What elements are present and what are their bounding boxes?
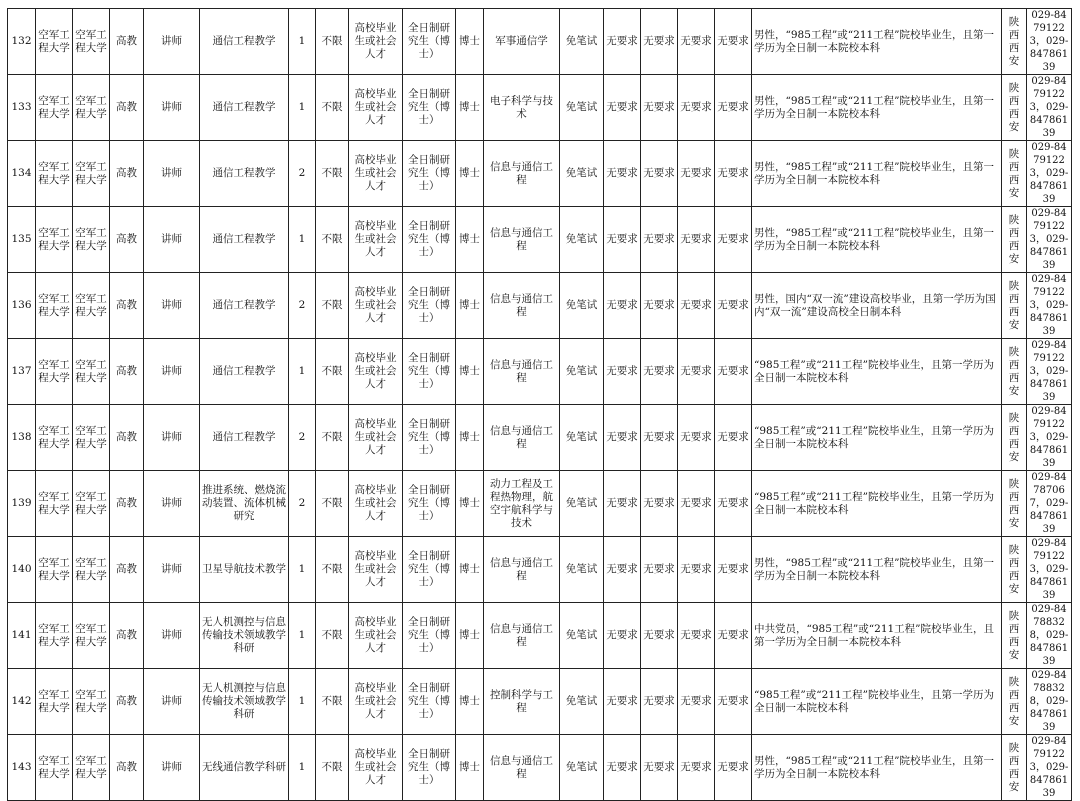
department-cell: 空军工程大学	[73, 471, 110, 537]
row-number-cell: 141	[8, 603, 36, 669]
job-title-cell: 讲师	[144, 339, 200, 405]
source-cell: 高校毕业生或社会人才	[349, 141, 403, 207]
department-cell: 空军工程大学	[73, 669, 110, 735]
degree-cell: 博士	[456, 537, 484, 603]
other-requirements-cell: “985工程”或“211工程”院校毕业生，且第一学历为全日制一本院校本科	[752, 405, 1002, 471]
source-cell: 高校毕业生或社会人才	[349, 537, 403, 603]
unit-cell: 空军工程大学	[36, 9, 73, 75]
unit-cell: 空军工程大学	[36, 603, 73, 669]
requirement-3-cell: 无要求	[678, 273, 715, 339]
exam-cell: 免笔试	[560, 75, 604, 141]
other-requirements-cell: “985工程”或“211工程”院校毕业生，且第一学历为全日制一本院校本科	[752, 471, 1002, 537]
gender-cell: 不限	[316, 669, 349, 735]
location-cell: 陕西西安	[1002, 75, 1027, 141]
education-cell: 全日制研究生（博士）	[403, 339, 456, 405]
headcount-cell: 1	[289, 603, 316, 669]
department-cell: 空军工程大学	[73, 141, 110, 207]
education-cell: 全日制研究生（博士）	[403, 603, 456, 669]
source-cell: 高校毕业生或社会人才	[349, 471, 403, 537]
unit-cell: 空军工程大学	[36, 141, 73, 207]
location-cell: 陕西西安	[1002, 735, 1027, 801]
table-row	[8, 273, 1072, 339]
headcount-cell: 2	[289, 273, 316, 339]
table-row	[8, 603, 1072, 669]
job-title-cell: 讲师	[144, 735, 200, 801]
education-cell: 全日制研究生（博士）	[403, 207, 456, 273]
sector-cell: 高教	[110, 669, 144, 735]
requirement-3-cell: 无要求	[678, 669, 715, 735]
gender-cell: 不限	[316, 471, 349, 537]
row-number-cell: 134	[8, 141, 36, 207]
gender-cell: 不限	[316, 405, 349, 471]
row-number-cell: 139	[8, 471, 36, 537]
position-cell: 通信工程教学	[200, 9, 289, 75]
sector-cell: 高教	[110, 471, 144, 537]
requirement-4-cell: 无要求	[715, 75, 752, 141]
degree-cell: 博士	[456, 735, 484, 801]
position-cell: 卫星导航技术教学	[200, 537, 289, 603]
requirement-4-cell: 无要求	[715, 339, 752, 405]
job-title-cell: 讲师	[144, 537, 200, 603]
position-cell: 无人机测控与信息传输技术领域教学科研	[200, 603, 289, 669]
gender-cell: 不限	[316, 75, 349, 141]
requirement-4-cell: 无要求	[715, 471, 752, 537]
requirement-2-cell: 无要求	[641, 735, 678, 801]
sector-cell: 高教	[110, 537, 144, 603]
gender-cell: 不限	[316, 141, 349, 207]
requirement-4-cell: 无要求	[715, 9, 752, 75]
department-cell: 空军工程大学	[73, 9, 110, 75]
phone-cell: 029-84787067，029-84786139	[1027, 471, 1072, 537]
location-cell: 陕西西安	[1002, 141, 1027, 207]
location-cell: 陕西西安	[1002, 537, 1027, 603]
requirement-2-cell: 无要求	[641, 603, 678, 669]
sector-cell: 高教	[110, 405, 144, 471]
sector-cell: 高教	[110, 273, 144, 339]
requirement-3-cell: 无要求	[678, 405, 715, 471]
phone-cell: 029-84791223，029-84786139	[1027, 735, 1072, 801]
sector-cell: 高教	[110, 141, 144, 207]
degree-cell: 博士	[456, 273, 484, 339]
job-title-cell: 讲师	[144, 207, 200, 273]
row-number-cell: 143	[8, 735, 36, 801]
requirement-3-cell: 无要求	[678, 603, 715, 669]
phone-cell: 029-84791223，029-84786139	[1027, 405, 1072, 471]
table-row	[8, 207, 1072, 273]
other-requirements-cell: 男性，“985工程”或“211工程”院校毕业生，且第一学历为全日制一本院校本科	[752, 537, 1002, 603]
sector-cell: 高教	[110, 339, 144, 405]
sector-cell: 高教	[110, 735, 144, 801]
department-cell: 空军工程大学	[73, 273, 110, 339]
source-cell: 高校毕业生或社会人才	[349, 735, 403, 801]
unit-cell: 空军工程大学	[36, 669, 73, 735]
other-requirements-cell: 男性，国内“双一流”建设高校毕业，且第一学历为国内“双一流”建设高校全日制本科	[752, 273, 1002, 339]
major-cell: 动力工程及工程热物理，航空宇航科学与技术	[484, 471, 560, 537]
job-title-cell: 讲师	[144, 273, 200, 339]
other-requirements-cell: 男性，“985工程”或“211工程”院校毕业生，且第一学历为全日制一本院校本科	[752, 207, 1002, 273]
row-number-cell: 135	[8, 207, 36, 273]
row-number-cell: 142	[8, 669, 36, 735]
requirement-3-cell: 无要求	[678, 339, 715, 405]
source-cell: 高校毕业生或社会人才	[349, 339, 403, 405]
location-cell: 陕西西安	[1002, 405, 1027, 471]
major-cell: 信息与通信工程	[484, 141, 560, 207]
job-title-cell: 讲师	[144, 405, 200, 471]
requirement-2-cell: 无要求	[641, 207, 678, 273]
position-cell: 推进系统、燃烧流动装置、流体机械研究	[200, 471, 289, 537]
sector-cell: 高教	[110, 75, 144, 141]
other-requirements-cell: 男性，“985工程”或“211工程”院校毕业生，且第一学历为全日制一本院校本科	[752, 735, 1002, 801]
position-cell: 通信工程教学	[200, 273, 289, 339]
requirement-2-cell: 无要求	[641, 405, 678, 471]
requirement-3-cell: 无要求	[678, 9, 715, 75]
table-row	[8, 735, 1072, 801]
gender-cell: 不限	[316, 735, 349, 801]
requirement-1-cell: 无要求	[604, 9, 641, 75]
location-cell: 陕西西安	[1002, 273, 1027, 339]
education-cell: 全日制研究生（博士）	[403, 273, 456, 339]
major-cell: 信息与通信工程	[484, 735, 560, 801]
degree-cell: 博士	[456, 669, 484, 735]
phone-cell: 029-84791223，029-84786139	[1027, 207, 1072, 273]
exam-cell: 免笔试	[560, 471, 604, 537]
location-cell: 陕西西安	[1002, 207, 1027, 273]
education-cell: 全日制研究生（博士）	[403, 669, 456, 735]
table-row	[8, 669, 1072, 735]
requirement-4-cell: 无要求	[715, 141, 752, 207]
row-number-cell: 133	[8, 75, 36, 141]
exam-cell: 免笔试	[560, 405, 604, 471]
requirement-3-cell: 无要求	[678, 141, 715, 207]
department-cell: 空军工程大学	[73, 537, 110, 603]
other-requirements-cell: “985工程”或“211工程”院校毕业生，且第一学历为全日制一本院校本科	[752, 669, 1002, 735]
requirement-4-cell: 无要求	[715, 273, 752, 339]
other-requirements-cell: 男性，“985工程”或“211工程”院校毕业生，且第一学历为全日制一本院校本科	[752, 9, 1002, 75]
degree-cell: 博士	[456, 141, 484, 207]
table-body	[8, 9, 1072, 801]
source-cell: 高校毕业生或社会人才	[349, 75, 403, 141]
position-cell: 通信工程教学	[200, 207, 289, 273]
requirement-1-cell: 无要求	[604, 207, 641, 273]
education-cell: 全日制研究生（博士）	[403, 141, 456, 207]
position-cell: 无人机测控与信息传输技术领域教学科研	[200, 669, 289, 735]
other-requirements-cell: “985工程”或“211工程”院校毕业生，且第一学历为全日制一本院校本科	[752, 339, 1002, 405]
gender-cell: 不限	[316, 537, 349, 603]
requirement-4-cell: 无要求	[715, 537, 752, 603]
requirement-1-cell: 无要求	[604, 75, 641, 141]
other-requirements-cell: 男性，“985工程”或“211工程”院校毕业生，且第一学历为全日制一本院校本科	[752, 75, 1002, 141]
headcount-cell: 1	[289, 669, 316, 735]
education-cell: 全日制研究生（博士）	[403, 9, 456, 75]
unit-cell: 空军工程大学	[36, 207, 73, 273]
source-cell: 高校毕业生或社会人才	[349, 405, 403, 471]
major-cell: 信息与通信工程	[484, 405, 560, 471]
requirement-2-cell: 无要求	[641, 669, 678, 735]
phone-cell: 029-84791223，029-84786139	[1027, 141, 1072, 207]
source-cell: 高校毕业生或社会人才	[349, 207, 403, 273]
table-wrapper	[7, 8, 1072, 801]
requirement-4-cell: 无要求	[715, 603, 752, 669]
degree-cell: 博士	[456, 207, 484, 273]
source-cell: 高校毕业生或社会人才	[349, 273, 403, 339]
degree-cell: 博士	[456, 405, 484, 471]
table-row	[8, 537, 1072, 603]
phone-cell: 029-84791223，029-84786139	[1027, 75, 1072, 141]
exam-cell: 免笔试	[560, 537, 604, 603]
table-row	[8, 75, 1072, 141]
location-cell: 陕西西安	[1002, 471, 1027, 537]
row-number-cell: 136	[8, 273, 36, 339]
requirement-2-cell: 无要求	[641, 273, 678, 339]
exam-cell: 免笔试	[560, 669, 604, 735]
location-cell: 陕西西安	[1002, 603, 1027, 669]
job-title-cell: 讲师	[144, 141, 200, 207]
requirement-2-cell: 无要求	[641, 471, 678, 537]
location-cell: 陕西西安	[1002, 9, 1027, 75]
requirement-4-cell: 无要求	[715, 405, 752, 471]
sector-cell: 高教	[110, 207, 144, 273]
headcount-cell: 1	[289, 339, 316, 405]
job-title-cell: 讲师	[144, 75, 200, 141]
row-number-cell: 137	[8, 339, 36, 405]
gender-cell: 不限	[316, 339, 349, 405]
exam-cell: 免笔试	[560, 207, 604, 273]
requirement-2-cell: 无要求	[641, 339, 678, 405]
requirement-1-cell: 无要求	[604, 141, 641, 207]
row-number-cell: 132	[8, 9, 36, 75]
location-cell: 陕西西安	[1002, 669, 1027, 735]
phone-cell: 029-84788328，029-84786139	[1027, 669, 1072, 735]
requirement-2-cell: 无要求	[641, 141, 678, 207]
table-row	[8, 471, 1072, 537]
unit-cell: 空军工程大学	[36, 471, 73, 537]
requirement-2-cell: 无要求	[641, 75, 678, 141]
headcount-cell: 2	[289, 141, 316, 207]
requirement-1-cell: 无要求	[604, 669, 641, 735]
exam-cell: 免笔试	[560, 141, 604, 207]
job-title-cell: 讲师	[144, 603, 200, 669]
gender-cell: 不限	[316, 9, 349, 75]
sector-cell: 高教	[110, 603, 144, 669]
requirement-1-cell: 无要求	[604, 273, 641, 339]
headcount-cell: 1	[289, 735, 316, 801]
headcount-cell: 1	[289, 75, 316, 141]
degree-cell: 博士	[456, 9, 484, 75]
requirement-3-cell: 无要求	[678, 537, 715, 603]
unit-cell: 空军工程大学	[36, 735, 73, 801]
other-requirements-cell: 男性，“985工程”或“211工程”院校毕业生，且第一学历为全日制一本院校本科	[752, 141, 1002, 207]
phone-cell: 029-84791223，029-84786139	[1027, 537, 1072, 603]
major-cell: 信息与通信工程	[484, 207, 560, 273]
requirement-4-cell: 无要求	[715, 669, 752, 735]
degree-cell: 博士	[456, 339, 484, 405]
requirement-4-cell: 无要求	[715, 207, 752, 273]
position-cell: 通信工程教学	[200, 75, 289, 141]
major-cell: 电子科学与技术	[484, 75, 560, 141]
unit-cell: 空军工程大学	[36, 75, 73, 141]
headcount-cell: 2	[289, 405, 316, 471]
row-number-cell: 138	[8, 405, 36, 471]
source-cell: 高校毕业生或社会人才	[349, 603, 403, 669]
major-cell: 信息与通信工程	[484, 603, 560, 669]
major-cell: 军事通信学	[484, 9, 560, 75]
exam-cell: 免笔试	[560, 603, 604, 669]
gender-cell: 不限	[316, 273, 349, 339]
table-row	[8, 339, 1072, 405]
headcount-cell: 1	[289, 207, 316, 273]
degree-cell: 博士	[456, 471, 484, 537]
source-cell: 高校毕业生或社会人才	[349, 9, 403, 75]
requirement-3-cell: 无要求	[678, 207, 715, 273]
education-cell: 全日制研究生（博士）	[403, 405, 456, 471]
major-cell: 信息与通信工程	[484, 537, 560, 603]
degree-cell: 博士	[456, 603, 484, 669]
major-cell: 控制科学与工程	[484, 669, 560, 735]
requirement-4-cell: 无要求	[715, 735, 752, 801]
requirement-3-cell: 无要求	[678, 735, 715, 801]
degree-cell: 博士	[456, 75, 484, 141]
requirement-2-cell: 无要求	[641, 9, 678, 75]
department-cell: 空军工程大学	[73, 735, 110, 801]
education-cell: 全日制研究生（博士）	[403, 537, 456, 603]
unit-cell: 空军工程大学	[36, 405, 73, 471]
requirement-1-cell: 无要求	[604, 405, 641, 471]
phone-cell: 029-84788328，029-84786139	[1027, 603, 1072, 669]
job-title-cell: 讲师	[144, 471, 200, 537]
phone-cell: 029-84791223，029-84786139	[1027, 339, 1072, 405]
requirement-2-cell: 无要求	[641, 537, 678, 603]
requirement-1-cell: 无要求	[604, 735, 641, 801]
major-cell: 信息与通信工程	[484, 339, 560, 405]
department-cell: 空军工程大学	[73, 207, 110, 273]
education-cell: 全日制研究生（博士）	[403, 75, 456, 141]
table-row	[8, 141, 1072, 207]
table-row	[8, 405, 1072, 471]
recruitment-table	[7, 8, 1072, 801]
department-cell: 空军工程大学	[73, 75, 110, 141]
source-cell: 高校毕业生或社会人才	[349, 669, 403, 735]
unit-cell: 空军工程大学	[36, 273, 73, 339]
position-cell: 通信工程教学	[200, 339, 289, 405]
requirement-1-cell: 无要求	[604, 471, 641, 537]
headcount-cell: 2	[289, 471, 316, 537]
department-cell: 空军工程大学	[73, 339, 110, 405]
requirement-3-cell: 无要求	[678, 75, 715, 141]
job-title-cell: 讲师	[144, 669, 200, 735]
department-cell: 空军工程大学	[73, 405, 110, 471]
phone-cell: 029-84791223，029-84786139	[1027, 9, 1072, 75]
exam-cell: 免笔试	[560, 735, 604, 801]
exam-cell: 免笔试	[560, 273, 604, 339]
education-cell: 全日制研究生（博士）	[403, 735, 456, 801]
requirement-3-cell: 无要求	[678, 471, 715, 537]
position-cell: 通信工程教学	[200, 141, 289, 207]
unit-cell: 空军工程大学	[36, 339, 73, 405]
requirement-1-cell: 无要求	[604, 339, 641, 405]
position-cell: 无线通信教学科研	[200, 735, 289, 801]
position-cell: 通信工程教学	[200, 405, 289, 471]
unit-cell: 空军工程大学	[36, 537, 73, 603]
phone-cell: 029-84791223，029-84786139	[1027, 273, 1072, 339]
headcount-cell: 1	[289, 9, 316, 75]
requirement-1-cell: 无要求	[604, 537, 641, 603]
major-cell: 信息与通信工程	[484, 273, 560, 339]
requirement-1-cell: 无要求	[604, 603, 641, 669]
gender-cell: 不限	[316, 207, 349, 273]
exam-cell: 免笔试	[560, 339, 604, 405]
exam-cell: 免笔试	[560, 9, 604, 75]
location-cell: 陕西西安	[1002, 339, 1027, 405]
sector-cell: 高教	[110, 9, 144, 75]
table-row	[8, 9, 1072, 75]
job-title-cell: 讲师	[144, 9, 200, 75]
department-cell: 空军工程大学	[73, 603, 110, 669]
headcount-cell: 1	[289, 537, 316, 603]
row-number-cell: 140	[8, 537, 36, 603]
gender-cell: 不限	[316, 603, 349, 669]
other-requirements-cell: 中共党员，“985工程”或“211工程”院校毕业生，且第一学历为全日制一本院校本科	[752, 603, 1002, 669]
education-cell: 全日制研究生（博士）	[403, 471, 456, 537]
